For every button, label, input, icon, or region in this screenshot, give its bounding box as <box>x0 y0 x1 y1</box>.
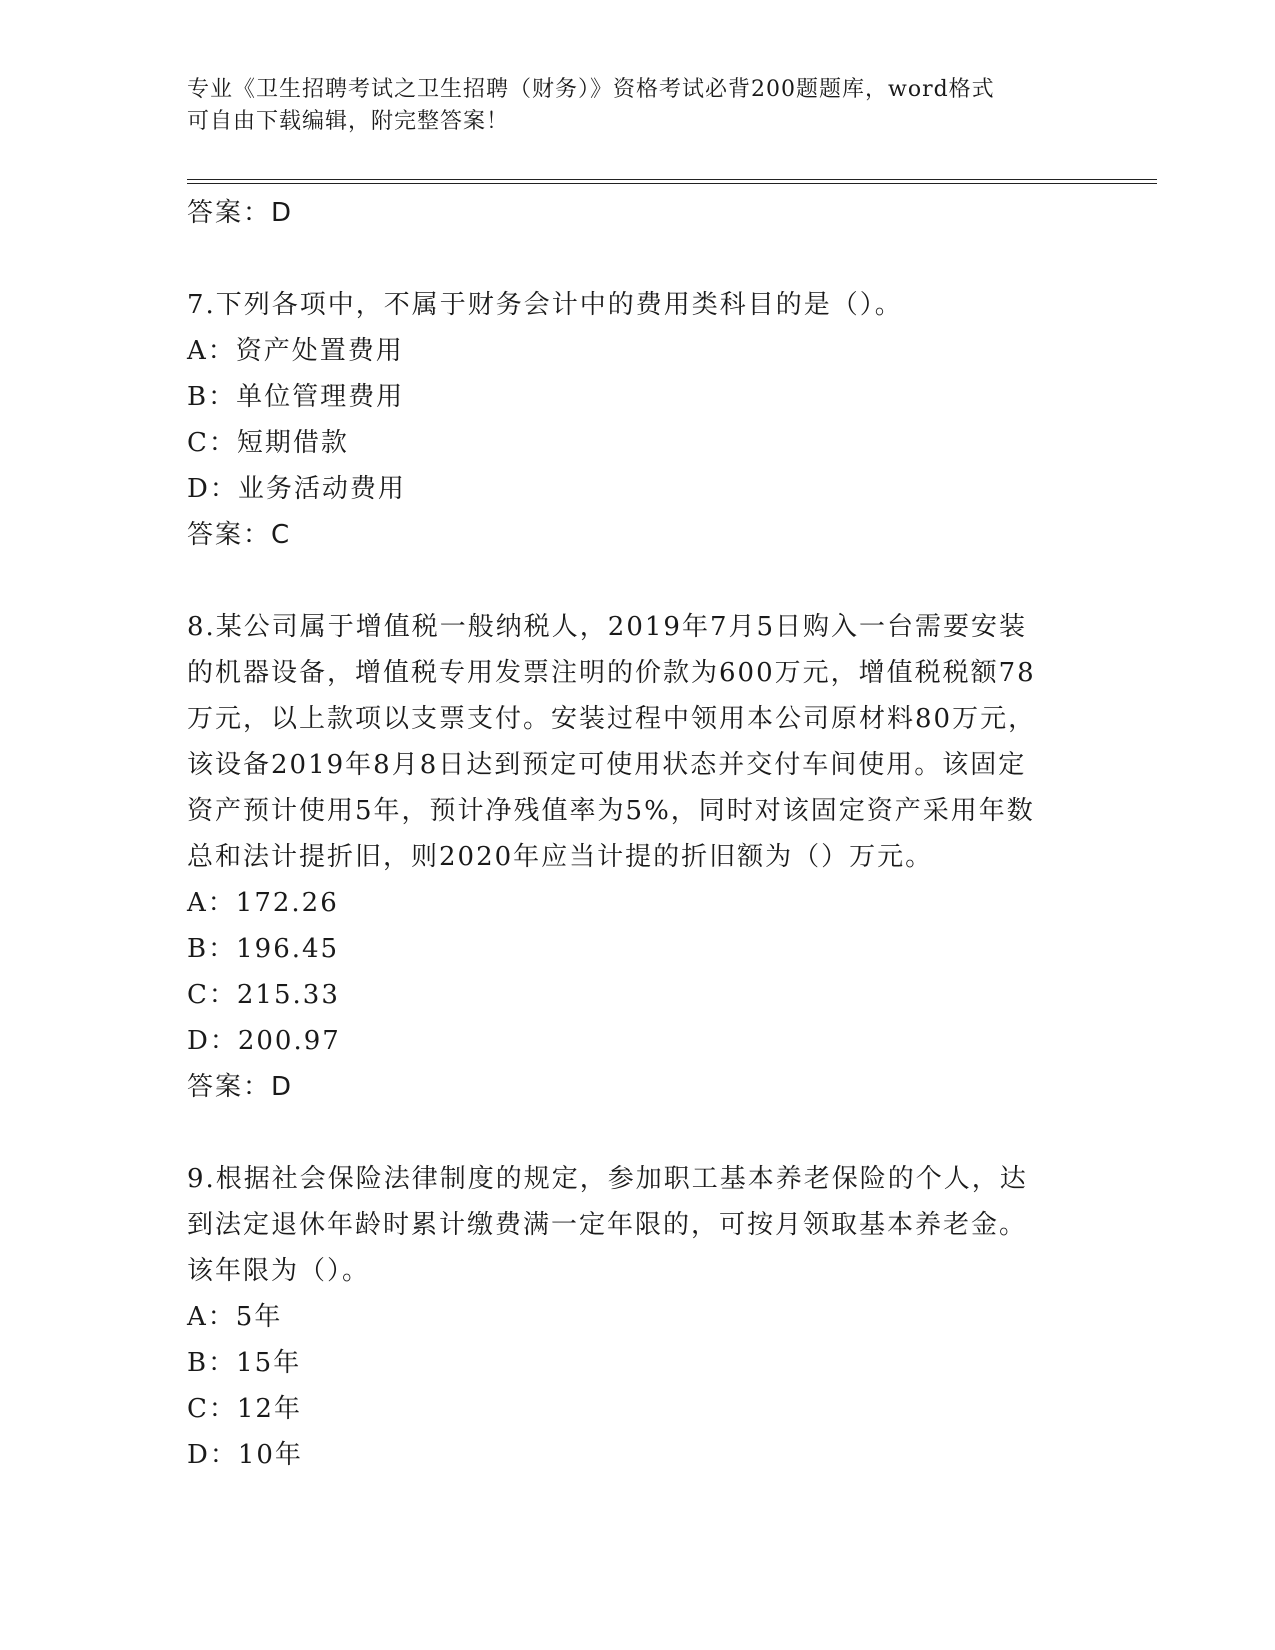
spacer <box>187 1110 1087 1156</box>
document-header <box>187 74 1067 138</box>
header-line-1: 专业《卫生招聘考试之卫生招聘（财务）》资格考试必背200题题库，word格式 <box>187 77 995 102</box>
question-7-option-c: C：短期借款 <box>187 428 349 458</box>
question-7 <box>187 282 1087 558</box>
question-9 <box>187 1156 1087 1478</box>
question-8 <box>187 604 1087 1110</box>
question-8-line-2: 的机器设备，增值税专用发票注明的价款为600万元，增值税税额78 <box>187 658 1036 688</box>
question-9-line-2: 到法定退休年龄时累计缴费满一定年限的，可按月领取基本养老金。 <box>187 1210 1028 1240</box>
question-list <box>187 190 1087 1478</box>
question-8-answer: 答案：D <box>187 1072 294 1102</box>
question-7-option-a: A：资产处置费用 <box>187 336 404 366</box>
question-8-line-5: 资产预计使用5年，预计净残值率为5%，同时对该固定资产采用年数 <box>187 796 1035 826</box>
spacer <box>187 236 1087 282</box>
question-9-option-a: A：5年 <box>187 1302 283 1332</box>
question-8-option-c: C：215.33 <box>187 980 340 1010</box>
previous-answer: 答案：D <box>187 198 294 228</box>
header-line-2: 可自由下载编辑，附完整答案！ <box>187 109 510 134</box>
question-8-option-b: B：196.45 <box>187 934 340 964</box>
question-9-option-c: C：12年 <box>187 1394 302 1424</box>
header-rule-top <box>187 179 1157 180</box>
question-9-line-3: 该年限为（）。 <box>187 1256 371 1286</box>
question-8-line-4: 该设备2019年8月8日达到预定可使用状态并交付车间使用。该固定 <box>187 750 1027 780</box>
question-9-option-b: B：15年 <box>187 1348 302 1378</box>
header-rule-bottom <box>187 183 1157 184</box>
question-8-line-6: 总和法计提折旧，则2020年应当计提的折旧额为（）万元。 <box>187 842 934 872</box>
question-8-line-3: 万元，以上款项以支票支付。安装过程中领用本公司原材料80万元， <box>187 704 1037 734</box>
question-7-option-b: B：单位管理费用 <box>187 382 405 412</box>
question-7-option-d: D：业务活动费用 <box>187 474 406 504</box>
question-9-option-d: D：10年 <box>187 1440 303 1470</box>
question-8-line-1: 8.某公司属于增值税一般纳税人，2019年7月5日购入一台需要安装 <box>187 612 1028 642</box>
question-7-answer: 答案：C <box>187 520 292 550</box>
question-8-option-d: D：200.97 <box>187 1026 341 1056</box>
spacer <box>187 558 1087 604</box>
question-9-line-1: 9.根据社会保险法律制度的规定，参加职工基本养老保险的个人，达 <box>187 1164 1028 1194</box>
question-8-option-a: A：172.26 <box>187 888 339 918</box>
question-7-line-1: 7.下列各项中，不属于财务会计中的费用类科目的是（）。 <box>187 290 903 320</box>
